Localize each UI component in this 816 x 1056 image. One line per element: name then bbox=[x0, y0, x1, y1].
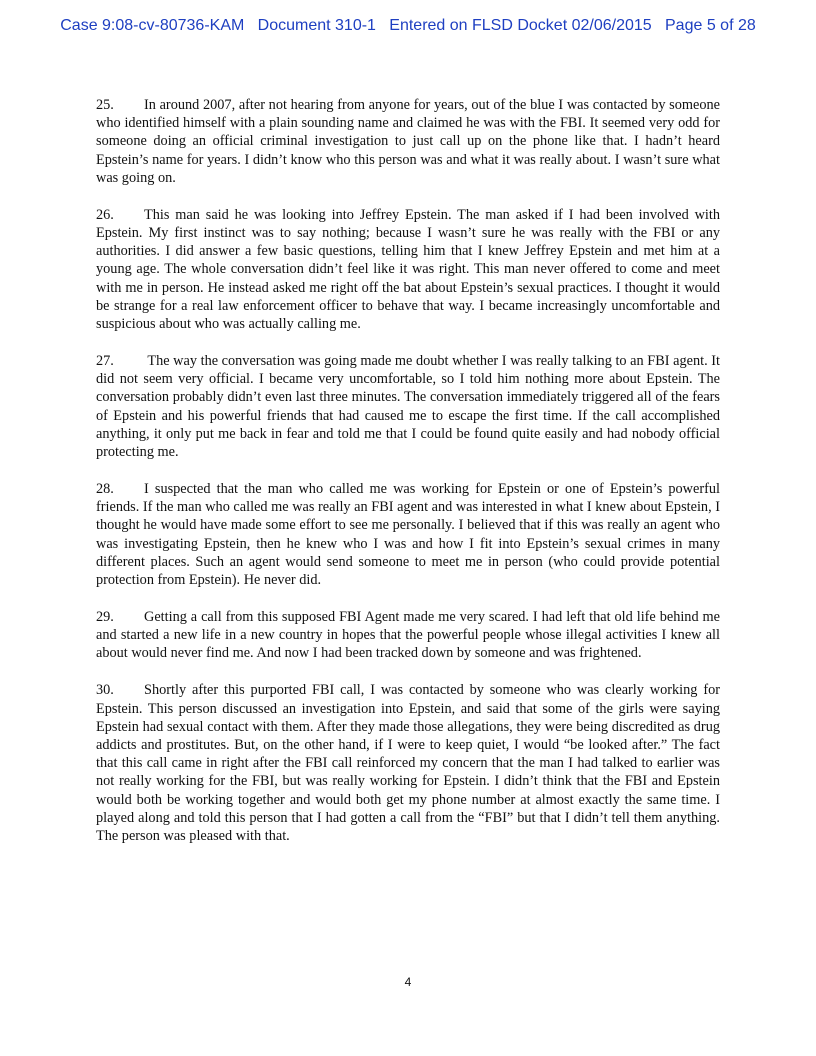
paragraph-28 bbox=[96, 480, 720, 589]
paragraph-27 bbox=[96, 352, 720, 461]
paragraph-text: The way the conversation was going made me doubt whether I was really talking to an FBI agent. It did not seem very official. I became very uncomfortable, so I told him nothing more about Epstein. The conversation probably didn’t even last three minutes. The conversation immediately triggered all of the fears of Epstein and his powerful friends that had caused me to escape the first time. If the call accomplished anything, it only put me back in fear and told me that I could be found quite easily and had nobody official protecting me. bbox=[96, 353, 720, 461]
paragraph-number: 26. bbox=[96, 206, 114, 223]
paragraph-number: 28. bbox=[96, 481, 114, 498]
paragraph-text: Shortly after this purported FBI call, I was contacted by someone who was clearly working for Epstein. This person discussed an investigation into Epstein, and said that some of the girls were saying Epstein had sexual contact with them. After they made those allegations, they were being discredited as drug addicts and prostitutes. But, on the other hand, if I were to keep quiet, I would “be looked after.” The fact that this call came in right after the FBI call reinforced my concern that the man I had talked to earlier was not really working for the FBI, but was really working for Epstein. I didn’t think that the FBI and Epstein would both be working together and would both get my phone number at almost exactly the same time. I played along and told this person that I had gotten a call from the “FBI” but that I didn’t tell them anything. The person was pleased with that. bbox=[96, 682, 720, 845]
paragraph-text: Getting a call from this supposed FBI Agent made me very scared. I had left that old life behind me and started a new life in a new country in hopes that the powerful people whose illegal activities I knew all about would never find me. And now I had been tracked down by someone and was frightened. bbox=[96, 609, 720, 662]
paragraph-29 bbox=[96, 608, 720, 663]
paragraph-26 bbox=[96, 206, 720, 333]
paragraph-text: I suspected that the man who called me was working for Epstein or one of Epstein’s powerful friends. If the man who called me was really an FBI agent and was interested in what I knew about Epstein, I thought he would have made some effort to see me personally. I believed that if this was really an agent who was investigating Epstein, then he knew who I was and how I fit into Epstein’s sexual crimes in many different places. Such an agent would send someone to meet me in person (who could provide potential protection from Epstein). He never did. bbox=[96, 481, 720, 589]
paragraph-30 bbox=[96, 681, 720, 845]
paragraph-number: 27. bbox=[96, 353, 114, 370]
paragraph-text: This man said he was looking into Jeffrey Epstein. The man asked if I had been involved with Epstein. My first instinct was to say nothing; because I wasn’t sure he was really with the FBI or any authorities. I did answer a few basic questions, telling him that I knew Jeffrey Epstein and met him at a young age. The whole conversation didn’t feel like it was right. This man never offered to come and meet with me in person. He instead asked me right off the bat about Epstein’s sexual practices. I thought it would be strange for a real law enforcement officer to behave that way. I became increasingly uncomfortable and suspicious about who was actually calling me. bbox=[96, 206, 720, 333]
docket-header-stamp: Case 9:08-cv-80736-KAM Document 310-1 Entered on FLSD Docket 02/06/2015 Page 5 of 28 bbox=[60, 17, 756, 34]
document-body bbox=[96, 96, 720, 864]
paragraph-number: 29. bbox=[96, 609, 114, 626]
paragraph-text: In around 2007, after not hearing from anyone for years, out of the blue I was contacted by someone who identified himself with a plain sounding name and claimed he was with the FBI. It seemed very odd for someone doing an official criminal investigation to just call up on the phone like that. I hadn’t heard Epstein’s name for years. I didn’t know who this person was and what it was really about. I wasn’t sure what was going on. bbox=[96, 97, 720, 186]
page-number: 4 bbox=[404, 975, 412, 989]
paragraph-25 bbox=[96, 96, 720, 187]
paragraph-number: 25. bbox=[96, 97, 114, 113]
paragraph-number: 30. bbox=[96, 682, 114, 699]
